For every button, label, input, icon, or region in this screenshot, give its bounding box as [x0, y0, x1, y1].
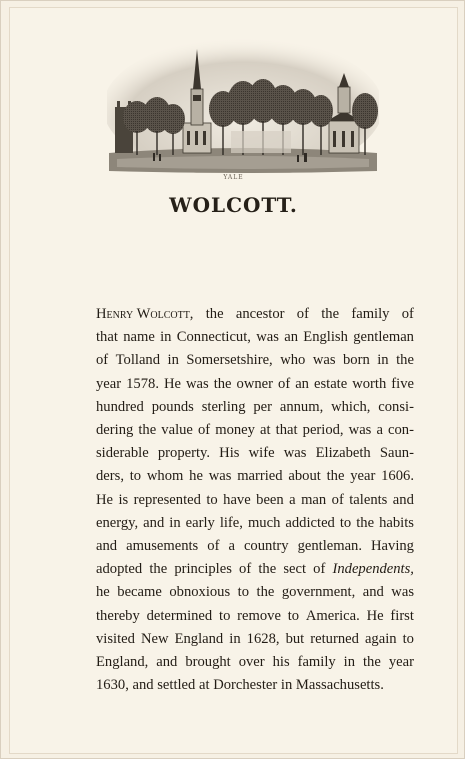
word: became	[117, 584, 162, 601]
word: was	[312, 352, 336, 369]
word: the	[258, 561, 277, 578]
word: first	[390, 607, 414, 624]
text-line	[96, 465, 414, 488]
word: at	[260, 422, 271, 439]
word: sterling	[201, 398, 246, 415]
word: dering	[96, 422, 134, 439]
word: annum,	[279, 398, 324, 415]
word: New	[140, 630, 169, 647]
text-line	[96, 651, 414, 674]
word: He	[96, 491, 114, 508]
word: thereby	[96, 607, 140, 624]
word: born	[343, 352, 370, 369]
paper-leaf	[9, 7, 458, 754]
text-line	[96, 349, 414, 372]
word: who	[280, 352, 306, 369]
word: determined	[146, 607, 213, 624]
word: Tolland	[115, 352, 161, 369]
text-line	[96, 396, 414, 419]
word: man	[301, 491, 327, 508]
word: much	[247, 514, 281, 531]
word: the	[396, 352, 414, 369]
word: 1606.	[381, 468, 414, 485]
word: addicted	[285, 514, 335, 531]
word: name	[123, 329, 155, 346]
word: visited	[96, 630, 135, 647]
word: Dorchester	[213, 677, 278, 694]
word: to	[339, 514, 352, 531]
word: England,	[96, 654, 149, 671]
word: returned	[310, 630, 359, 647]
word: He	[163, 375, 181, 392]
text-line	[96, 535, 414, 558]
word: five	[391, 375, 414, 392]
word: to	[206, 491, 218, 508]
word: he	[189, 468, 203, 485]
text-line	[96, 605, 414, 628]
word: was	[348, 422, 372, 439]
word: and	[362, 584, 384, 601]
word: 1628,	[246, 630, 280, 647]
text-line	[96, 419, 414, 442]
word: principles	[174, 561, 232, 578]
word: life,	[219, 514, 243, 531]
word: was	[186, 375, 209, 392]
word: worth	[352, 375, 387, 392]
word: his	[272, 654, 290, 671]
word: to	[219, 607, 231, 624]
word: Having	[371, 538, 414, 555]
word: married	[237, 468, 283, 485]
word: of	[331, 491, 344, 508]
word: gentleman	[353, 329, 414, 346]
word: Massachusetts.	[295, 677, 384, 694]
word: owner	[236, 375, 274, 392]
word: He	[366, 607, 384, 624]
word: family	[297, 654, 336, 671]
word: settled	[157, 677, 196, 694]
word: that	[96, 329, 118, 346]
word: of	[197, 422, 211, 439]
word: the	[256, 584, 275, 601]
word: is	[118, 491, 129, 508]
word: to	[237, 584, 250, 601]
word: brought	[185, 654, 231, 671]
word: he	[96, 584, 110, 601]
word: adopted	[96, 561, 143, 578]
yale-campus-engraving	[107, 35, 379, 173]
word: of	[401, 306, 414, 322]
word: in	[377, 352, 389, 369]
word: estate	[313, 375, 348, 392]
word: a	[289, 491, 296, 508]
word: hundred	[96, 398, 144, 415]
word: was	[208, 468, 232, 485]
word: Connecticut,	[176, 329, 251, 346]
text-line	[96, 303, 414, 326]
word: the	[213, 375, 232, 392]
word: sect	[283, 561, 307, 578]
word: property.	[157, 445, 210, 462]
word: and	[132, 677, 154, 694]
engraving-caption: YALE	[223, 174, 244, 181]
word: year	[350, 468, 376, 485]
word: but	[285, 630, 305, 647]
word: America.	[305, 607, 360, 624]
word: whom	[146, 468, 184, 485]
word: habits	[379, 514, 414, 531]
word: was	[256, 329, 279, 346]
body-paragraph	[96, 303, 414, 697]
word: wife	[248, 445, 275, 462]
word: a	[376, 422, 383, 439]
word: England	[174, 630, 224, 647]
word: that	[275, 422, 298, 439]
word: to	[129, 468, 142, 485]
word: at	[199, 677, 210, 694]
word: about	[288, 468, 321, 485]
word: of	[278, 375, 291, 392]
word: to	[287, 607, 300, 624]
word: was	[391, 584, 414, 601]
word: remove	[237, 607, 281, 624]
text-line	[96, 628, 414, 651]
word: con-	[388, 422, 414, 439]
word: the	[149, 561, 168, 578]
word: have	[223, 491, 251, 508]
word: in	[167, 352, 179, 369]
word: which,	[331, 398, 371, 415]
word: consi-	[378, 398, 414, 415]
word: 1630,	[96, 677, 129, 694]
page-title: WOLCOTT.	[169, 193, 298, 217]
word: ancestor	[235, 306, 285, 322]
word: period,	[302, 422, 344, 439]
word: and	[143, 514, 165, 531]
word: the	[356, 514, 375, 531]
text-line	[96, 558, 414, 581]
word: year	[96, 375, 122, 392]
word: and	[156, 654, 178, 671]
word: and	[96, 538, 118, 555]
word: in	[160, 329, 172, 346]
word: amusements	[126, 538, 199, 555]
word: the	[138, 422, 157, 439]
word: country	[243, 538, 289, 555]
word: His	[219, 445, 240, 462]
word: Saun-	[379, 445, 414, 462]
word: family	[351, 306, 390, 322]
word: an	[295, 375, 309, 392]
text-line	[96, 512, 414, 535]
word: Elizabeth	[315, 445, 371, 462]
word: per	[253, 398, 272, 415]
word: talents	[349, 491, 388, 508]
text-line	[96, 674, 414, 697]
text-line	[96, 489, 414, 512]
word: 1578.	[126, 375, 159, 392]
word: pounds	[151, 398, 194, 415]
word: and	[392, 491, 414, 508]
word: English	[303, 329, 348, 346]
word: to	[402, 630, 414, 647]
word: the	[205, 306, 224, 322]
text-line	[96, 326, 414, 349]
word: ders,	[96, 468, 124, 485]
word: siderable	[96, 445, 149, 462]
word: gentleman.	[297, 538, 362, 555]
word: early	[185, 514, 215, 531]
word: over	[238, 654, 265, 671]
word: been	[256, 491, 284, 508]
word: the	[326, 468, 345, 485]
word: money	[215, 422, 255, 439]
word: in	[169, 514, 181, 531]
word: year	[388, 654, 414, 671]
word: Independents,	[332, 561, 414, 578]
word: value	[161, 422, 193, 439]
word: again	[364, 630, 397, 647]
word: in	[229, 630, 241, 647]
word: of	[207, 538, 220, 555]
text-line	[96, 442, 414, 465]
word: government,	[281, 584, 356, 601]
word: in	[280, 677, 293, 694]
word: of	[313, 561, 326, 578]
word: was	[283, 445, 307, 462]
word: obnoxious	[169, 584, 231, 601]
word: in	[343, 654, 356, 671]
word: represented	[133, 491, 201, 508]
word: of	[96, 352, 109, 369]
text-line	[96, 373, 414, 396]
text-line	[96, 581, 414, 604]
word: of	[296, 306, 309, 322]
word: Somersetshire,	[186, 352, 273, 369]
word: an	[284, 329, 298, 346]
word: Henry Wolcott,	[96, 306, 194, 322]
word: the	[363, 654, 381, 671]
word: the	[321, 306, 340, 322]
word: of	[239, 561, 252, 578]
word: energy,	[96, 514, 139, 531]
word: a	[228, 538, 235, 555]
